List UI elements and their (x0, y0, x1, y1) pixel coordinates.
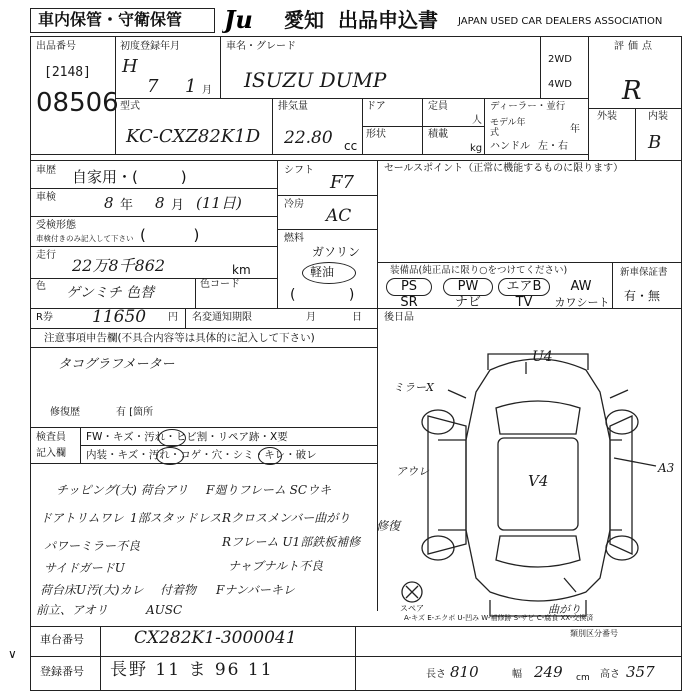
drive-4wd: 4WD (548, 79, 572, 90)
divider (362, 126, 484, 127)
displacement-unit: cc (344, 139, 358, 153)
registration-year: 7 (147, 76, 159, 97)
remark-5: Rクロスメンバー曲がり (222, 511, 351, 525)
mileage-value: 22万8千862 (72, 256, 166, 275)
inspection-year-unit: 年 (120, 198, 134, 213)
storage-title: 車内保管・守衛保管 (38, 10, 183, 29)
car-name-value: ISUZU DUMP (244, 68, 387, 92)
form-title: 出品申込書 (338, 8, 438, 32)
shape-designation-label: 類別区分番号 (570, 629, 618, 638)
divider (185, 308, 186, 328)
fuel-gasoline: ガソリン (312, 245, 361, 259)
remark-14: 前立、アオリ (36, 603, 108, 617)
drive-2wd: 2WD (548, 54, 572, 65)
plate-label: 登録番号 (40, 665, 84, 678)
ju-logo (222, 6, 280, 38)
inspection-year: 8 (104, 194, 114, 212)
svg-text:Ju: Ju (224, 6, 253, 34)
divider (30, 308, 377, 309)
remark-4: 1部スタッドレス (130, 511, 222, 525)
interior-label: 内装 (648, 111, 668, 122)
notes-label: 注意事項申告欄(不具合内容等は具体的に記入して下さい) (44, 332, 315, 344)
divider (484, 98, 485, 154)
acceptance-label: 受検形態 (36, 220, 76, 231)
exterior-label: 外装 (597, 111, 617, 122)
remark-1: チッピング(大) 荷台アリ (56, 483, 189, 497)
color-value: ゲンミチ 色替 (66, 285, 155, 301)
name-change-month: 月 (306, 312, 316, 323)
divider (30, 188, 277, 189)
divider (30, 154, 588, 155)
door-label: ドア (366, 101, 386, 112)
equip-navi: ナビ (454, 295, 481, 310)
equip-airbag: エアB (498, 278, 550, 296)
height-label: 高さ (600, 669, 620, 680)
divider (30, 463, 377, 464)
shape-label: 形状 (366, 129, 386, 140)
lot-bracket: [2148] (44, 65, 91, 80)
mileage-label: 走行 (36, 250, 56, 261)
divider (220, 36, 221, 98)
divider (30, 160, 682, 161)
remark-8: 修復 (376, 519, 401, 533)
car-name-label: 車名・グレード (226, 41, 296, 52)
model-year-label: モデル年式 (490, 118, 526, 138)
history-value: 自家用・( ) (72, 168, 187, 186)
length-label: 長さ (426, 669, 446, 680)
width-label: 幅 (512, 669, 522, 680)
width-value: 249 (534, 663, 563, 681)
divider (30, 216, 277, 217)
remark-13: Fナンバーキレ (216, 583, 295, 597)
lot-number: 08506 (36, 88, 119, 118)
diagram-v4-mid: V4 (528, 472, 549, 490)
inspector-row-1: FW・キズ・汚れ・ヒビ割・リペア跡・X要 (86, 431, 288, 443)
after-install-label: 後日品 (384, 312, 414, 323)
remark-3: ドアトリムワレ (40, 511, 124, 525)
divider (612, 262, 613, 308)
sales-point-label: セールスポイント（正常に機能するものに限ります） (384, 163, 624, 174)
equip-pw: PW (443, 278, 493, 296)
divider (100, 626, 101, 691)
registration-label: 初度登録年月 (120, 41, 180, 52)
shift-value: F7 (330, 172, 354, 193)
registration-era: H (122, 56, 138, 77)
inspector-label-1: 検査員 (36, 432, 66, 443)
divider (30, 656, 682, 657)
shift-label: シフト (284, 165, 314, 176)
remark-10: ナャブナルト不良 (228, 559, 324, 573)
repair-label: 修復歴 (50, 407, 80, 418)
remark-6: パワーミラー不良 (44, 539, 141, 553)
equipment-label: 装備品(純正品に限り○をつけてください) (390, 265, 568, 276)
inspector-label-2: 記入欄 (36, 448, 66, 459)
remark-12: 付着物 (160, 583, 197, 597)
height-value: 357 (626, 663, 655, 681)
registration-month: 1 (185, 76, 197, 97)
divider (377, 308, 682, 309)
divider (30, 626, 682, 627)
divider (277, 195, 377, 196)
damage-legend: A-キズ E-エクボ U-凹み W-補修跡 S-サビ C-腐食 XX-交換済 (404, 614, 594, 622)
fuel-paren: ( ) (290, 287, 355, 303)
length-value: 810 (450, 663, 479, 681)
divider (588, 36, 589, 160)
load-unit: kg (470, 143, 483, 154)
remark-9: サイドガードU (44, 561, 125, 575)
divider (377, 160, 378, 308)
recycle-unit: 円 (168, 312, 178, 323)
warranty-label: 新車保証書 (620, 267, 668, 278)
remark-15: AUSC (146, 603, 183, 617)
divider (30, 347, 377, 348)
displacement-value: 22.80 (284, 128, 333, 148)
color-code-label: 色コード (200, 279, 240, 290)
lot-label: 出品番号 (36, 41, 76, 52)
remark-11: 荷台床U汚(大)カレ (40, 583, 144, 597)
inspection-month-unit: 月 (171, 198, 185, 213)
divider (635, 108, 636, 160)
notes-text: タコグラフメーター (58, 357, 175, 372)
org-name: 愛知 (284, 8, 324, 32)
diagram-v4-top: U4 (532, 349, 553, 365)
circle-yogore (158, 429, 186, 447)
divider (30, 427, 377, 428)
dimension-unit: cm (576, 673, 590, 683)
chassis-label: 車台番号 (40, 633, 84, 646)
recycle-label: R券 (36, 312, 53, 323)
check-mark: ∨ (8, 647, 17, 661)
diagram-fender: アウレ (396, 465, 429, 478)
fuel-diesel: 軽油 (310, 265, 335, 279)
acceptance-note: 車検付きのみ記入して下さい (36, 234, 134, 243)
diagram-bent: 曲がり (548, 603, 581, 616)
color-label: 色 (36, 281, 46, 292)
divider (30, 246, 277, 247)
model-label: 型式 (120, 101, 140, 112)
equip-aw: AW (570, 279, 592, 294)
ac-label: 冷房 (284, 199, 304, 210)
inspection-label: 車検 (36, 192, 56, 203)
divider (80, 445, 377, 446)
equip-sr: SR (400, 295, 418, 310)
divider (540, 36, 541, 98)
plate-value: 長野 11 ま 96 11 (110, 660, 274, 680)
capacity-label: 定員 (428, 101, 448, 112)
divider (272, 98, 273, 154)
diagram-spare: スペア (400, 604, 424, 613)
handle-label: ハンドル (490, 141, 530, 152)
load-label: 積載 (428, 129, 448, 140)
mileage-unit: km (232, 263, 251, 277)
rating-value: R (622, 76, 642, 106)
displacement-label: 排気量 (278, 101, 308, 112)
repair-value: 有 [箇所 (116, 407, 154, 418)
inspection-day: (11日) (196, 194, 242, 212)
acceptance-paren: ( ) (140, 226, 200, 244)
model-value: KC-CXZ82K1D (126, 126, 261, 147)
equip-ps: PS (386, 278, 432, 296)
ac-value: AC (326, 206, 352, 226)
divider (115, 98, 588, 99)
association-name: JAPAN USED CAR DEALERS ASSOCIATION (458, 16, 663, 27)
history-label: 車歴 (36, 165, 56, 176)
equip-leather: カワシート (554, 296, 610, 309)
name-change-label: 名変通知期限 (192, 312, 252, 323)
capacity-unit: 人 (472, 115, 482, 126)
equip-tv: TV (515, 295, 533, 310)
divider (277, 160, 278, 308)
inspection-month: 8 (155, 194, 165, 212)
divider (377, 262, 682, 263)
registration-month-unit: 月 (202, 85, 212, 96)
fuel-label: 燃料 (284, 233, 304, 244)
remark-7: Rフレーム U1部鉄板補修 (222, 535, 361, 549)
diagram-mirror: ミラーX (393, 381, 434, 394)
handle-options: 左・右 (538, 141, 568, 152)
warranty-value: 有・無 (624, 289, 661, 303)
diagram-a3: A3 (658, 461, 675, 475)
inspector-row-2: 内装・キズ・汚れ・コゲ・穴・シミ・キレ・破レ (86, 449, 317, 461)
name-change-day: 日 (352, 312, 362, 323)
recycle-value: 11650 (92, 307, 147, 327)
divider (355, 626, 356, 691)
dealer-label: ディーラー・並行 (490, 101, 566, 112)
chassis-value: CX282K1-3000041 (134, 628, 297, 648)
interior-value: B (648, 132, 662, 153)
divider (195, 278, 196, 308)
model-year-unit: 年 (570, 124, 580, 135)
divider (277, 229, 377, 230)
rating-label: 評価点 (614, 41, 656, 52)
divider (30, 328, 377, 329)
remark-2: F廻りフレーム SCウキ (206, 483, 332, 497)
